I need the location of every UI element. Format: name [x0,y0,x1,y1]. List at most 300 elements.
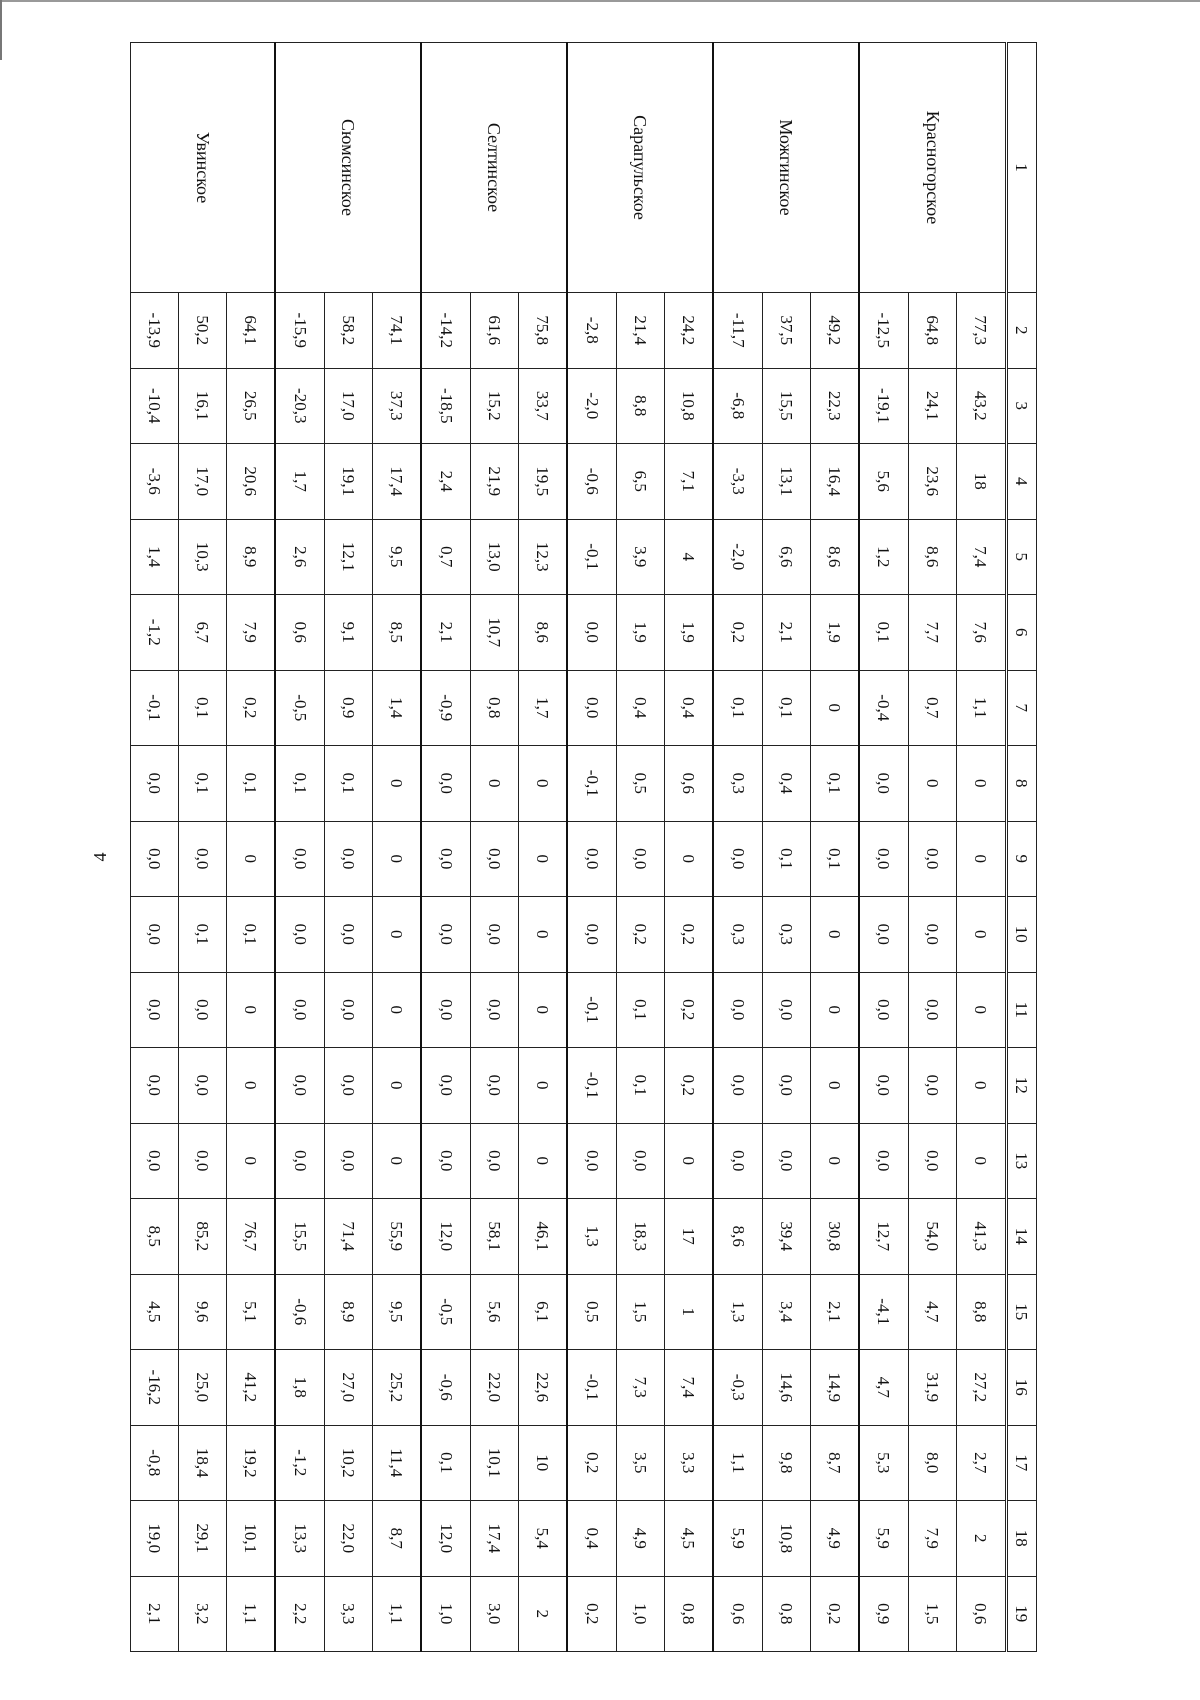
table-cell: 0,1 [178,670,226,746]
table-cell: 0,9 [859,1576,908,1652]
table-cell: 13,1 [762,444,810,520]
table-cell: 0 [372,1123,421,1199]
table-cell: 15,5 [762,368,810,444]
table-cell: 0,0 [421,1123,470,1199]
table-cell: 22,3 [810,368,859,444]
table-cell: -1,2 [275,1425,324,1501]
table-cell: 55,9 [372,1199,421,1275]
table-cell: 0,5 [567,1274,616,1350]
table-cell: 76,7 [226,1199,275,1275]
table-cell: -0,4 [859,670,908,746]
district-name: Селтинское [421,43,567,293]
table-cell: 10,2 [324,1425,372,1501]
table-cell: 1,5 [616,1274,664,1350]
table-cell: 7,9 [908,1501,956,1577]
table-cell: 0 [664,1123,713,1199]
table-cell: 18,3 [616,1199,664,1275]
table-cell: -2,0 [567,368,616,444]
table-cell: 0,2 [226,670,275,746]
table-cell: 1,1 [226,1576,275,1652]
table-cell: 58,2 [324,293,372,369]
table-cell: -3,6 [131,444,179,520]
table-cell: 0,2 [616,897,664,973]
table-cell: 77,3 [956,293,1006,369]
table-cell: -10,4 [131,368,179,444]
table-cell: -13,9 [131,293,179,369]
table-cell: 21,9 [470,444,518,520]
table-cell: 4,7 [908,1274,956,1350]
table-row [664,43,713,1652]
page-number: 4 [89,852,110,862]
table-cell: -0,5 [275,670,324,746]
table-cell: 0 [810,972,859,1048]
table-cell: 0,4 [567,1501,616,1577]
column-number-3: 3 [1007,368,1037,444]
table-cell: 12,7 [859,1199,908,1275]
district-name: Увинское [131,43,276,293]
table-cell: 24,1 [908,368,956,444]
table-cell: 29,1 [178,1501,226,1577]
table-cell: 33,7 [518,368,567,444]
table-cell: 1,0 [421,1576,470,1652]
table-cell: 0 [956,1048,1006,1124]
table-cell: -14,2 [421,293,470,369]
table-cell: 0,3 [713,746,762,822]
table-cell: 74,1 [372,293,421,369]
table-cell: 12,0 [421,1501,470,1577]
table-cell: 1,9 [616,595,664,671]
table-cell: -1,2 [131,595,179,671]
table-cell: 0,0 [131,1048,179,1124]
table-cell: 0 [372,821,421,897]
table-cell: 0,0 [567,821,616,897]
table-cell: 0,0 [324,1123,372,1199]
column-number-5: 5 [1007,519,1037,595]
table-cell: 5,4 [518,1501,567,1577]
table-cell: 0 [956,1123,1006,1199]
column-number-8: 8 [1007,746,1037,822]
table-cell: 8,8 [616,368,664,444]
table-cell: 16,1 [178,368,226,444]
column-number-2: 2 [1007,293,1037,369]
table-cell: 6,7 [178,595,226,671]
table-cell: 37,5 [762,293,810,369]
table-cell: 0 [518,897,567,973]
table-cell: 0,0 [470,1123,518,1199]
table-cell: 8,8 [956,1274,1006,1350]
table-cell: 8,5 [372,595,421,671]
table-cell: 0,0 [567,897,616,973]
table-cell: 1,4 [131,519,179,595]
table-cell: 0,1 [859,595,908,671]
table-cell: 0 [518,1048,567,1124]
table-cell: 1,7 [275,444,324,520]
table-cell: -0,6 [275,1274,324,1350]
table-cell: 0,0 [713,1123,762,1199]
table-cell: 3,3 [664,1425,713,1501]
table-cell: 15,5 [275,1199,324,1275]
table-cell: 1,1 [956,670,1006,746]
table-cell: 9,5 [372,519,421,595]
table-cell: 0 [810,1123,859,1199]
table-cell: 0,0 [908,1123,956,1199]
table-cell: 0,2 [567,1576,616,1652]
table-row [956,43,1006,1652]
table-cell: 18,4 [178,1425,226,1501]
table-cell: 0,3 [762,897,810,973]
table-cell: 0 [810,670,859,746]
table-cell: 24,2 [664,293,713,369]
table-cell: 0 [956,821,1006,897]
table-cell: 37,3 [372,368,421,444]
table-cell: 10,3 [178,519,226,595]
table-cell: 4,9 [810,1501,859,1577]
table-cell: 11,4 [372,1425,421,1501]
table-cell: 0,0 [859,897,908,973]
table-cell: 2,1 [131,1576,179,1652]
table-cell: 0 [226,972,275,1048]
table-cell: 0,0 [421,897,470,973]
column-number-16: 16 [1007,1350,1037,1426]
table-cell: 0 [226,1123,275,1199]
table-cell: 0,0 [421,1048,470,1124]
table-cell: 0,0 [567,670,616,746]
table-cell: 19,5 [518,444,567,520]
table-cell: 0,0 [470,821,518,897]
table-cell: 17,4 [372,444,421,520]
table-cell: 10 [518,1425,567,1501]
table-cell: 6,6 [762,519,810,595]
table-cell: 22,0 [324,1501,372,1577]
table-cell: 0,2 [664,1048,713,1124]
table-cell: 9,6 [178,1274,226,1350]
table-cell: 22,0 [470,1350,518,1426]
table-cell: 0,6 [713,1576,762,1652]
table-cell: 0,2 [664,897,713,973]
table-cell: 0,0 [324,1048,372,1124]
table-cell: 9,1 [324,595,372,671]
table-cell: 46,1 [518,1199,567,1275]
column-number-11: 11 [1007,972,1037,1048]
table-cell: 1,3 [567,1199,616,1275]
table-cell: 0,7 [908,670,956,746]
table-cell: 0 [372,746,421,822]
table-cell: 2,7 [956,1425,1006,1501]
table-cell: -16,2 [131,1350,179,1426]
table-cell: -0,6 [421,1350,470,1426]
table-cell: 4,7 [859,1350,908,1426]
table-cell: 7,9 [226,595,275,671]
table-cell: 49,2 [810,293,859,369]
table-cell: 8,0 [908,1425,956,1501]
table-cell: 4,9 [616,1501,664,1577]
table-cell: -0,1 [567,519,616,595]
table-cell: 0,0 [131,746,179,822]
table-cell: 0 [956,972,1006,1048]
table-cell: 0,0 [908,897,956,973]
table-cell: 0 [372,972,421,1048]
table-cell: 0,0 [275,972,324,1048]
table-cell: 0,5 [616,746,664,822]
table-cell: 41,3 [956,1199,1006,1275]
table-cell: 0 [372,1048,421,1124]
table-cell: 5,6 [470,1274,518,1350]
table-cell: 0,0 [616,1123,664,1199]
table-cell: 6,5 [616,444,664,520]
table-cell: 0,0 [131,821,179,897]
table-cell: 0,0 [859,972,908,1048]
table-row [372,43,421,1652]
table-cell: 10,1 [470,1425,518,1501]
table-cell: 0 [664,821,713,897]
table-cell: -0,9 [421,670,470,746]
table-cell: 1,4 [372,670,421,746]
table-cell: 0 [226,821,275,897]
table-cell: 0,0 [908,972,956,1048]
table-cell: 7,4 [664,1350,713,1426]
table-cell: 27,2 [956,1350,1006,1426]
table-cell: 7,3 [616,1350,664,1426]
table-cell: 0,0 [713,972,762,1048]
table-cell: 9,5 [372,1274,421,1350]
table-cell: 5,1 [226,1274,275,1350]
table-cell: 0,8 [664,1576,713,1652]
table-cell: 41,2 [226,1350,275,1426]
table-cell: 0,0 [421,821,470,897]
table-cell: 58,1 [470,1199,518,1275]
table-row [518,43,567,1652]
table-cell: 1,5 [908,1576,956,1652]
table-cell: 0 [470,746,518,822]
table-cell: -2,0 [713,519,762,595]
table-cell: 0 [518,972,567,1048]
table-cell: 0 [956,897,1006,973]
table-cell: 2 [518,1576,567,1652]
table-cell: 21,4 [616,293,664,369]
table-cell: 17 [664,1199,713,1275]
table-cell: 17,0 [178,444,226,520]
table-cell: 64,1 [226,293,275,369]
table-cell: 0,0 [275,1123,324,1199]
table-cell: 0,0 [470,897,518,973]
column-number-4: 4 [1007,444,1037,520]
table-cell: 0,0 [616,821,664,897]
table-cell: 0,0 [859,1048,908,1124]
table-cell: 13,3 [275,1501,324,1577]
column-number-17: 17 [1007,1425,1037,1501]
table-cell: 8,6 [810,519,859,595]
table-cell: 1,3 [713,1274,762,1350]
table-cell: 27,0 [324,1350,372,1426]
table-row [810,43,859,1652]
rotated-table-container [130,42,1037,1652]
table-cell: 0,8 [762,1576,810,1652]
table-cell: 0,1 [810,821,859,897]
column-number-13: 13 [1007,1123,1037,1199]
table-cell: -0,1 [567,746,616,822]
table-cell: 8,6 [908,519,956,595]
table-cell: 0,2 [664,972,713,1048]
table-cell: -0,1 [567,972,616,1048]
table-cell: -0,3 [713,1350,762,1426]
table-cell: -3,3 [713,444,762,520]
table-cell: 14,6 [762,1350,810,1426]
table-cell: -0,1 [131,670,179,746]
table-cell: 0,0 [275,1048,324,1124]
table-cell: 13,0 [470,519,518,595]
table-cell: 0,1 [762,821,810,897]
table-cell: 1,9 [664,595,713,671]
column-number-10: 10 [1007,897,1037,973]
table-cell: 0,4 [616,670,664,746]
table-cell: 0,1 [713,670,762,746]
table-cell: 0,6 [275,595,324,671]
table-cell: 6,1 [518,1274,567,1350]
table-cell: 0,0 [762,1123,810,1199]
table-cell: 17,0 [324,368,372,444]
table-cell: -18,5 [421,368,470,444]
table-cell: 8,7 [810,1425,859,1501]
table-cell: 9,8 [762,1425,810,1501]
table-cell: 0,1 [275,746,324,822]
table-cell: 18 [956,444,1006,520]
header-row [1007,43,1037,1652]
table-cell: -11,7 [713,293,762,369]
column-number-1: 1 [1007,43,1037,293]
table-cell: 2,6 [275,519,324,595]
table-cell: 2,1 [810,1274,859,1350]
table-cell: 3,4 [762,1274,810,1350]
table-cell: 0,0 [131,972,179,1048]
column-number-15: 15 [1007,1274,1037,1350]
table-cell: 1,9 [810,595,859,671]
table-cell: 0,3 [713,897,762,973]
table-cell: 2,4 [421,444,470,520]
table-cell: -2,8 [567,293,616,369]
table-cell: 25,0 [178,1350,226,1426]
table-cell: 5,6 [859,444,908,520]
district-name: Сарапульское [567,43,713,293]
table-cell: 0,4 [664,670,713,746]
table-cell: 0,1 [762,670,810,746]
table-cell: 4,5 [131,1274,179,1350]
table-cell: 1,1 [372,1576,421,1652]
table-cell: 12,0 [421,1199,470,1275]
table-cell: 19,0 [131,1501,179,1577]
table-cell: 0,1 [324,746,372,822]
table-cell: 1,1 [713,1425,762,1501]
table-cell: 0,2 [567,1425,616,1501]
table-cell: 8,9 [324,1274,372,1350]
table-cell: 0,0 [178,972,226,1048]
table-cell: 0,0 [275,897,324,973]
table-cell: 0,0 [908,1048,956,1124]
table-cell: 5,9 [859,1501,908,1577]
table-cell: -4,1 [859,1274,908,1350]
column-number-18: 18 [1007,1501,1037,1577]
table-cell: 8,6 [518,595,567,671]
table-cell: 5,3 [859,1425,908,1501]
table-cell: 0,1 [616,1048,664,1124]
table-cell: 7,7 [908,595,956,671]
table-cell: 39,4 [762,1199,810,1275]
table-cell: 61,6 [470,293,518,369]
table-cell: 0,1 [226,897,275,973]
table-cell: 16,4 [810,444,859,520]
table-cell: 0,0 [762,972,810,1048]
table-cell: 0 [518,821,567,897]
table-cell: 0,0 [859,746,908,822]
table-cell: 3,5 [616,1425,664,1501]
table-cell: 8,7 [372,1501,421,1577]
table-cell: 0 [518,746,567,822]
table-cell: 10,7 [470,595,518,671]
table-cell: 2,2 [275,1576,324,1652]
table-cell: -6,8 [713,368,762,444]
table-cell: -0,6 [567,444,616,520]
table-cell: 12,1 [324,519,372,595]
table-cell: 0,0 [275,821,324,897]
district-name: Сюмсинское [275,43,421,293]
scan-edge-left [0,0,2,60]
table-cell: 23,6 [908,444,956,520]
table-cell: 0 [908,746,956,822]
table-cell: 0,4 [762,746,810,822]
table-row [226,43,275,1652]
table-cell: 8,9 [226,519,275,595]
district-name: Можгинское [713,43,859,293]
table-cell: 2,1 [762,595,810,671]
table-cell: 0,0 [470,1048,518,1124]
table-cell: 1,2 [859,519,908,595]
table-cell: 64,8 [908,293,956,369]
table-cell: 2 [956,1501,1006,1577]
table-cell: 0,0 [131,1123,179,1199]
table-cell: 0,0 [567,1123,616,1199]
table-cell: 0,2 [713,595,762,671]
table-cell: 1,7 [518,670,567,746]
table-cell: 0,0 [324,821,372,897]
table-cell: 14,9 [810,1350,859,1426]
table-cell: 5,9 [713,1501,762,1577]
table-cell: 0,8 [470,670,518,746]
table-cell: 0,0 [178,1048,226,1124]
column-number-12: 12 [1007,1048,1037,1124]
district-statistics-table [130,42,1037,1652]
table-cell: 0,0 [421,746,470,822]
table-cell: 0,0 [859,821,908,897]
table-cell: -0,1 [567,1048,616,1124]
table-cell: -12,5 [859,293,908,369]
table-cell: 15,2 [470,368,518,444]
table-cell: 0,9 [324,670,372,746]
table-cell: 2,1 [421,595,470,671]
scan-edge-top [0,0,1200,2]
table-cell: 0 [956,746,1006,822]
table-cell: 0,0 [567,595,616,671]
table-cell: 0,0 [324,972,372,1048]
table-cell: -19,1 [859,368,908,444]
table-cell: 19,2 [226,1425,275,1501]
table-cell: 4 [664,519,713,595]
table-cell: 30,8 [810,1199,859,1275]
table-cell: 0,6 [664,746,713,822]
column-number-6: 6 [1007,595,1037,671]
table-cell: 3,9 [616,519,664,595]
table-cell: 0 [518,1123,567,1199]
table-cell: 26,5 [226,368,275,444]
table-cell: 19,1 [324,444,372,520]
